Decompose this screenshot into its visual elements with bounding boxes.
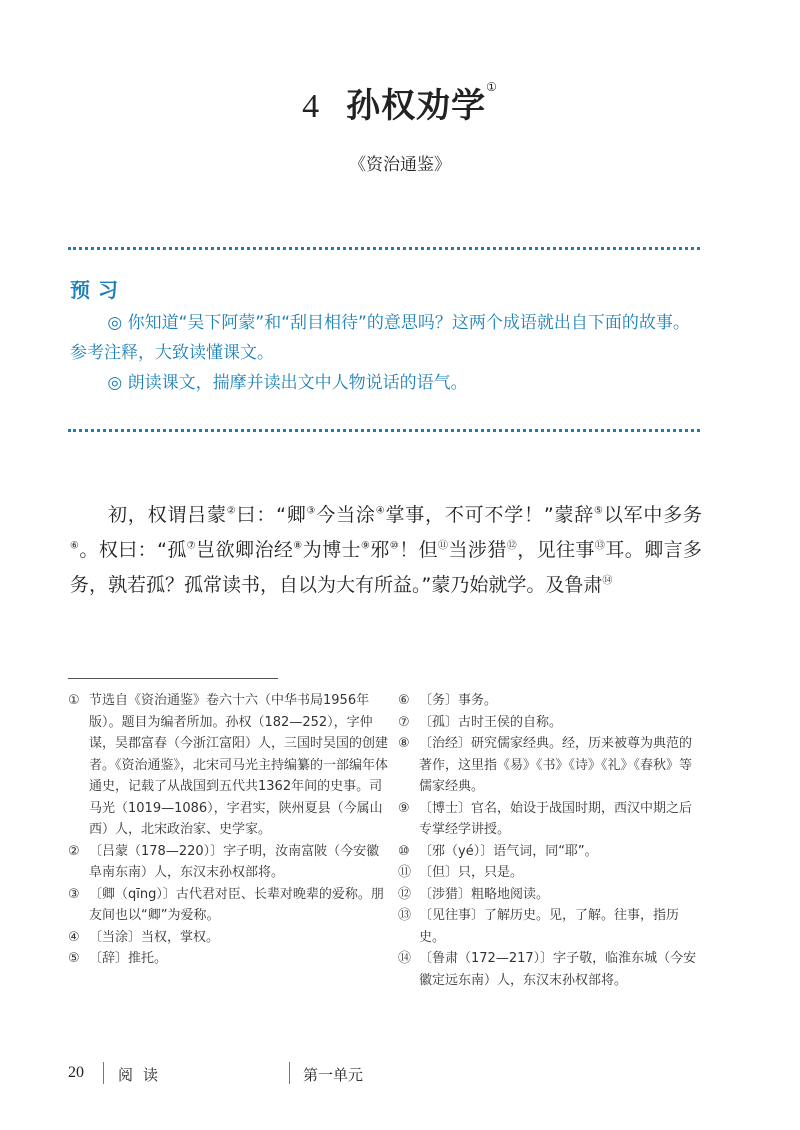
- lesson-title-text: 孙权劝学: [346, 86, 487, 126]
- body-text: 耳。卿言多务，孰若孤？孤常读书，自以为大有所益。”蒙乃始就学。及鲁肃: [70, 539, 703, 596]
- lesson-number: 4: [302, 88, 321, 125]
- body-text: 当涉猎: [448, 539, 507, 561]
- footnote-ref: ⑫: [506, 540, 518, 552]
- footnote-marker: ⑫: [398, 886, 412, 902]
- footnote-marker: ④: [68, 929, 80, 945]
- body-text: 邪: [370, 539, 390, 561]
- title-footnote-marker: ①: [486, 80, 498, 94]
- footnote: [398, 712, 700, 734]
- footnote-ref: ③: [306, 505, 317, 517]
- footnote-rule: [68, 678, 278, 679]
- preview-item: ◎ 你知道“吴下阿蒙”和“刮目相待”的意思吗？这两个成语就出自下面的故事。参考注释，大致读懂课文。: [70, 313, 690, 363]
- footnote-ref: ⑧: [293, 540, 303, 552]
- footnotes-right: [398, 690, 700, 991]
- footnote: [398, 841, 700, 863]
- footnote-marker: ⑩: [398, 843, 410, 859]
- footnotes-left: [68, 690, 390, 970]
- body-text: 以军中多务: [603, 504, 702, 526]
- footnote-text: 〔见往事〕了解历史。见，了解。往事，指历史。: [419, 908, 680, 945]
- lesson-title: [0, 78, 800, 127]
- body-text: ！但: [399, 539, 439, 561]
- footnote-ref: ⑨: [360, 540, 371, 552]
- footnote: [68, 884, 390, 927]
- footnote-marker: ②: [68, 843, 80, 859]
- footnote-ref: ④: [375, 505, 386, 517]
- divider-top: [68, 247, 700, 250]
- footnote-text: 〔务〕事务。: [419, 693, 498, 708]
- footnote: [398, 884, 700, 906]
- body-text: 今当涂: [316, 504, 376, 526]
- footnote-ref: ⑤: [594, 505, 604, 517]
- footnote-text: 〔孤〕古时王侯的自称。: [419, 714, 563, 730]
- footnote-text: 〔鲁肃（172—217）〕字子敬，临淮东城（今安徽定远东南）人，东汉末孙权部将。: [419, 951, 697, 988]
- footnote: [398, 948, 700, 991]
- footnote-text: 〔卿（qīng）〕古代君对臣、长辈对晚辈的爱称。朋友间也以“卿”为爱称。: [89, 886, 384, 923]
- footnote-marker: ⑪: [398, 865, 412, 880]
- footnote-text: 〔涉猎〕粗略地阅读。: [419, 886, 550, 902]
- body-text: ，见往事: [517, 539, 595, 561]
- preview-heading: 预习: [70, 278, 126, 302]
- footer-section: 阅读: [118, 1066, 169, 1084]
- footnote-text: 〔但〕只，只是。: [419, 865, 524, 880]
- footnote: [68, 927, 390, 949]
- footnote-text: 〔治经〕研究儒家经典。经，历来被尊为典范的著作，这里指《易》《书》《诗》《礼》《春秋》等儒家经典。: [419, 736, 693, 794]
- source-book: 《资治通鉴》: [349, 155, 451, 175]
- footnote-marker: ③: [68, 886, 80, 902]
- footnote-ref: ⑬: [594, 540, 606, 552]
- page-number: 20: [68, 1064, 84, 1081]
- footnote: [398, 733, 700, 798]
- footnote-marker: ⑭: [398, 951, 412, 966]
- footnote-ref: ⑪: [438, 540, 449, 552]
- footnote-ref: ⑥: [70, 540, 80, 552]
- footer-divider: [103, 1062, 104, 1084]
- body-text: 岂欲卿治经: [196, 539, 294, 561]
- footnote: [398, 905, 700, 948]
- footnote-text: 〔博士〕官名，始设于战国时期，西汉中期之后专掌经学讲授。: [419, 800, 693, 837]
- footnote-marker: ⑤: [68, 951, 80, 966]
- body-text: 初，权谓吕蒙: [108, 504, 227, 526]
- preview-item: ◎ 朗读课文，揣摩并读出文中人物说话的语气。: [107, 373, 468, 393]
- footnote-text: 〔当涂〕当权，掌权。: [89, 929, 220, 945]
- footnote-ref: ②: [226, 505, 237, 517]
- footer-unit: 第一单元: [303, 1066, 364, 1084]
- footnote: [398, 798, 700, 841]
- divider-bottom: [68, 429, 700, 432]
- footer-divider: [289, 1062, 290, 1084]
- preview-box: [70, 308, 700, 398]
- body-text: 。权曰：“孤: [79, 539, 187, 561]
- body-text: 曰：“卿: [236, 504, 307, 526]
- footnote-marker: ⑬: [398, 908, 412, 923]
- footnote-text: 〔邪（yé）〕语气词，同“耶”。: [419, 843, 598, 859]
- footnote-marker: ⑨: [398, 800, 410, 816]
- footnote-marker: ⑧: [398, 736, 410, 751]
- footnote: [68, 690, 390, 841]
- footnote-text: 〔吕蒙（178—220）〕字子明，汝南富陂（今安徽阜南东南）人，东汉末孙权部将。: [89, 843, 380, 880]
- body-paragraph: [70, 498, 702, 603]
- main-text: [70, 498, 702, 603]
- footnote-marker: ①: [68, 693, 80, 708]
- footnote-marker: ⑥: [398, 693, 410, 708]
- footnote: [398, 862, 700, 884]
- footnote-ref: ⑩: [389, 540, 400, 552]
- footnote-text: 〔辞〕推托。: [89, 951, 168, 966]
- footnote: [398, 690, 700, 712]
- footnote: [68, 948, 390, 970]
- body-text: 掌事，不可不学！”蒙辞: [385, 504, 595, 526]
- footnote-ref: ⑭: [602, 575, 613, 587]
- footnote: [68, 841, 390, 884]
- body-text: 为博士: [302, 539, 361, 561]
- footnote-ref: ⑦: [186, 540, 197, 552]
- footnote-text: 节选自《资治通鉴》卷六十六（中华书局1956年版）。题目为编者所加。孙权（182—252），字仲谋，吴郡富春（今浙江富阳）人，三国时吴国的创建者。《资治通鉴》，北宋司马光主持编纂的一部编年体通史，记载了从战国到五代共1362年间的史事。司马光（1019—1086），字君实，陕州夏县（今属山西）人，北宋政治家、史学家。: [89, 693, 389, 837]
- footnote-marker: ⑦: [398, 714, 410, 730]
